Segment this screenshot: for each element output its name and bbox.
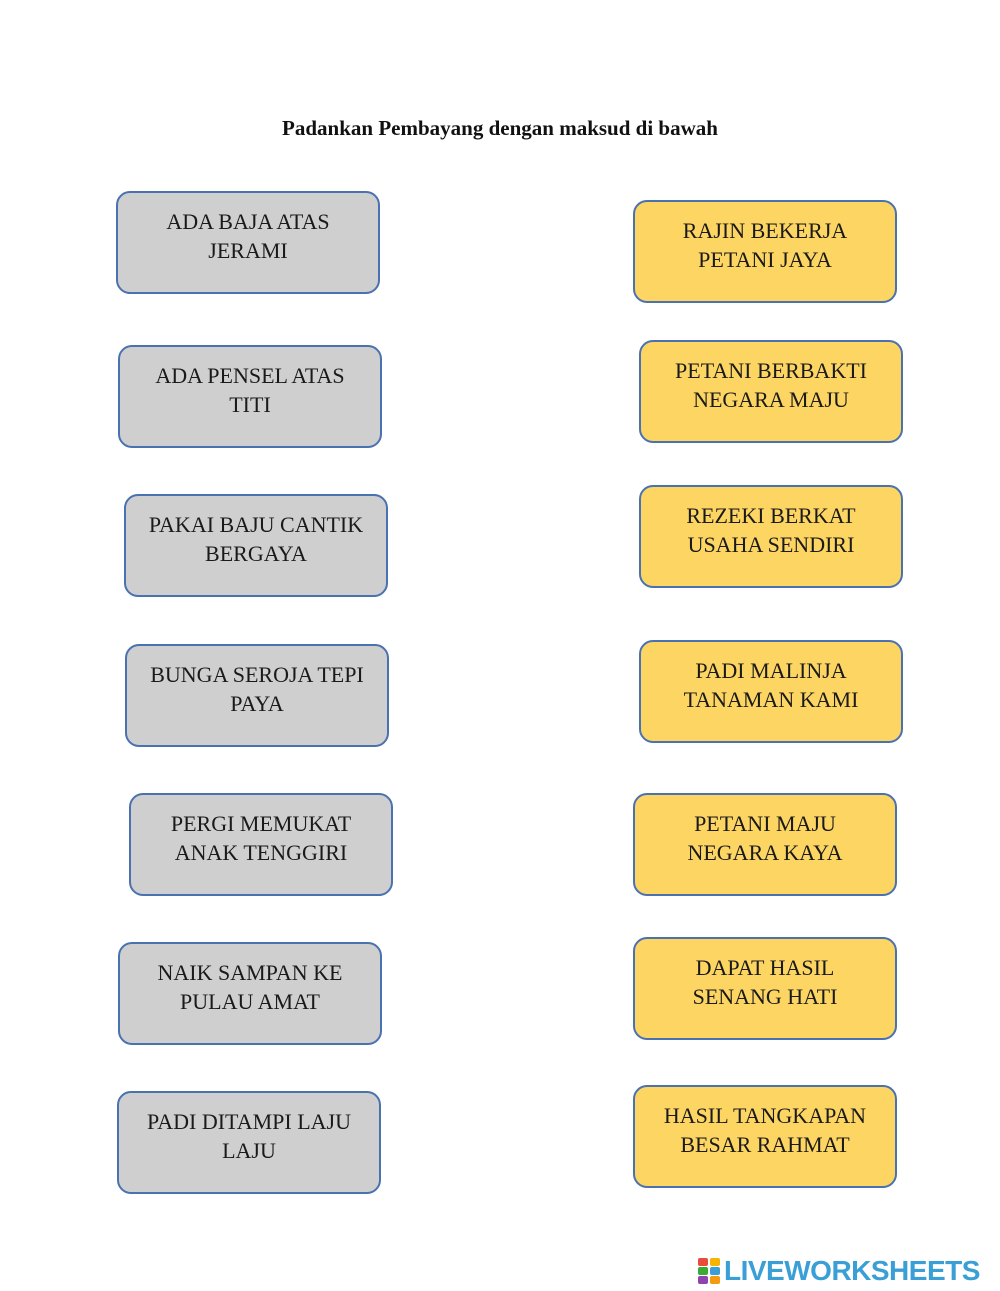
card-line: TITI xyxy=(229,392,271,417)
maksud-card-1[interactable] xyxy=(633,200,897,303)
card-line: DAPAT HASIL xyxy=(695,955,835,980)
card-line: BESAR RAHMAT xyxy=(680,1132,850,1157)
liveworksheets-logo-icon xyxy=(698,1258,722,1284)
card-line: BERGAYA xyxy=(205,541,307,566)
card-line: PETANI JAYA xyxy=(698,247,832,272)
pembayang-card-6[interactable] xyxy=(118,942,382,1045)
pembayang-card-7[interactable] xyxy=(117,1091,381,1194)
card-line: NEGARA MAJU xyxy=(693,387,849,412)
card-line: PULAU AMAT xyxy=(180,989,320,1014)
maksud-card-5[interactable] xyxy=(633,793,897,896)
maksud-card-4[interactable] xyxy=(639,640,903,743)
pembayang-card-4[interactable] xyxy=(125,644,389,747)
card-line: ADA BAJA ATAS xyxy=(166,209,330,234)
card-line: PADI MALINJA xyxy=(695,658,847,683)
card-line: PERGI MEMUKAT xyxy=(170,811,352,836)
liveworksheets-logo xyxy=(698,1256,980,1286)
card-line: PETANI BERBAKTI xyxy=(675,358,867,383)
card-line: SENANG HATI xyxy=(692,984,838,1009)
maksud-card-6[interactable] xyxy=(633,937,897,1040)
pembayang-card-1[interactable] xyxy=(116,191,380,294)
card-line: BUNGA SEROJA TEPI xyxy=(150,662,364,687)
card-line: PADI DITAMPI LAJU xyxy=(147,1109,351,1134)
page-title: Padankan Pembayang dengan maksud di bawah xyxy=(282,116,718,140)
pembayang-card-2[interactable] xyxy=(118,345,382,448)
card-line: TANAMAN KAMI xyxy=(683,687,859,712)
maksud-card-7[interactable] xyxy=(633,1085,897,1188)
logo-text: LIVEWORKSHEETS xyxy=(724,1255,980,1286)
pembayang-card-3[interactable] xyxy=(124,494,388,597)
card-line: PAYA xyxy=(230,691,284,716)
card-line: USAHA SENDIRI xyxy=(687,532,855,557)
card-line: RAJIN BEKERJA xyxy=(682,218,848,243)
card-line: PAKAI BAJU CANTIK xyxy=(148,512,364,537)
card-line: REZEKI BERKAT xyxy=(686,503,856,528)
pembayang-card-5[interactable] xyxy=(129,793,393,896)
card-line: PETANI MAJU xyxy=(694,811,836,836)
card-line: HASIL TANGKAPAN xyxy=(663,1103,867,1128)
card-line: LAJU xyxy=(222,1138,276,1163)
card-line: ANAK TENGGIRI xyxy=(174,840,348,865)
card-line: NAIK SAMPAN KE xyxy=(157,960,343,985)
card-line: NEGARA KAYA xyxy=(687,840,843,865)
maksud-card-3[interactable] xyxy=(639,485,903,588)
card-line: ADA PENSEL ATAS xyxy=(155,363,345,388)
card-line: JERAMI xyxy=(208,238,288,263)
maksud-card-2[interactable] xyxy=(639,340,903,443)
